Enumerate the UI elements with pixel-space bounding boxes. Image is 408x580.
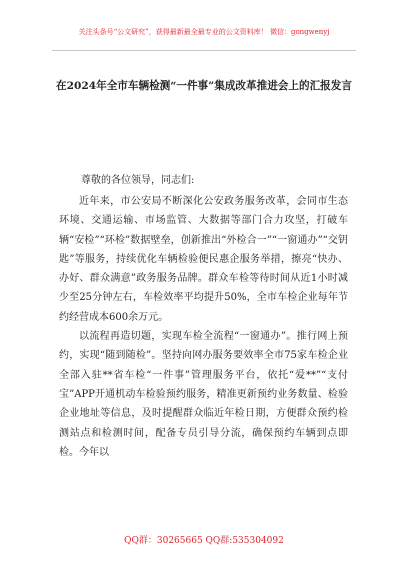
footer-qq-groups: QQ群：30265665 QQ群:535304092 — [124, 536, 284, 546]
body-paragraph-1: 近年来，市公安局不断深化公安政务服务改革，会同市生态环境、交通运输、市场监管、大数据等部门合力攻坚，打破车辆“安检”“环检”数据壁垒，创新推出“外检合一”“一窗通办”“交钥匙”等服务，持续优化车辆检验便民惠企服务举措，擦亮“快办、办好、群众满意”政务服务品牌。群众车检等待时间从近1小时减少至25分钟左右，车检效率平均提升50%，全市车检企业每年节约经营成本600余万元。 — [59, 196, 348, 323]
salutation: 尊敬的各位领导，同志们: — [81, 175, 195, 186]
body-paragraph-2: 以流程再造切题，实现车检全流程“一窗通办”。推行网上预约，实现“随到随检”。坚持向网办服务要效率全市75家车检企业全部入驻**省车检“一件事”管理服务平台，依托“爱**”“支付宝”APP开通机动车检验预约服务，精准更新预约业务数量、检验企业地址等信息，及时提醒群众临近年检日期，方便群众预约检测站点和检测时间，配备专员引导分流，确保预约车辆到点即检。今年以 — [59, 331, 348, 458]
header-promo-note: 关注头条号“公文研究”，获得最新最全最专业的公文资料库！ 微信：gongwenyj — [78, 28, 330, 36]
document-title: 在2024年全市车辆检测“一件事”集成改革推进会上的汇报发言 — [56, 80, 352, 92]
header-divider — [52, 50, 356, 51]
document-body — [59, 192, 348, 462]
